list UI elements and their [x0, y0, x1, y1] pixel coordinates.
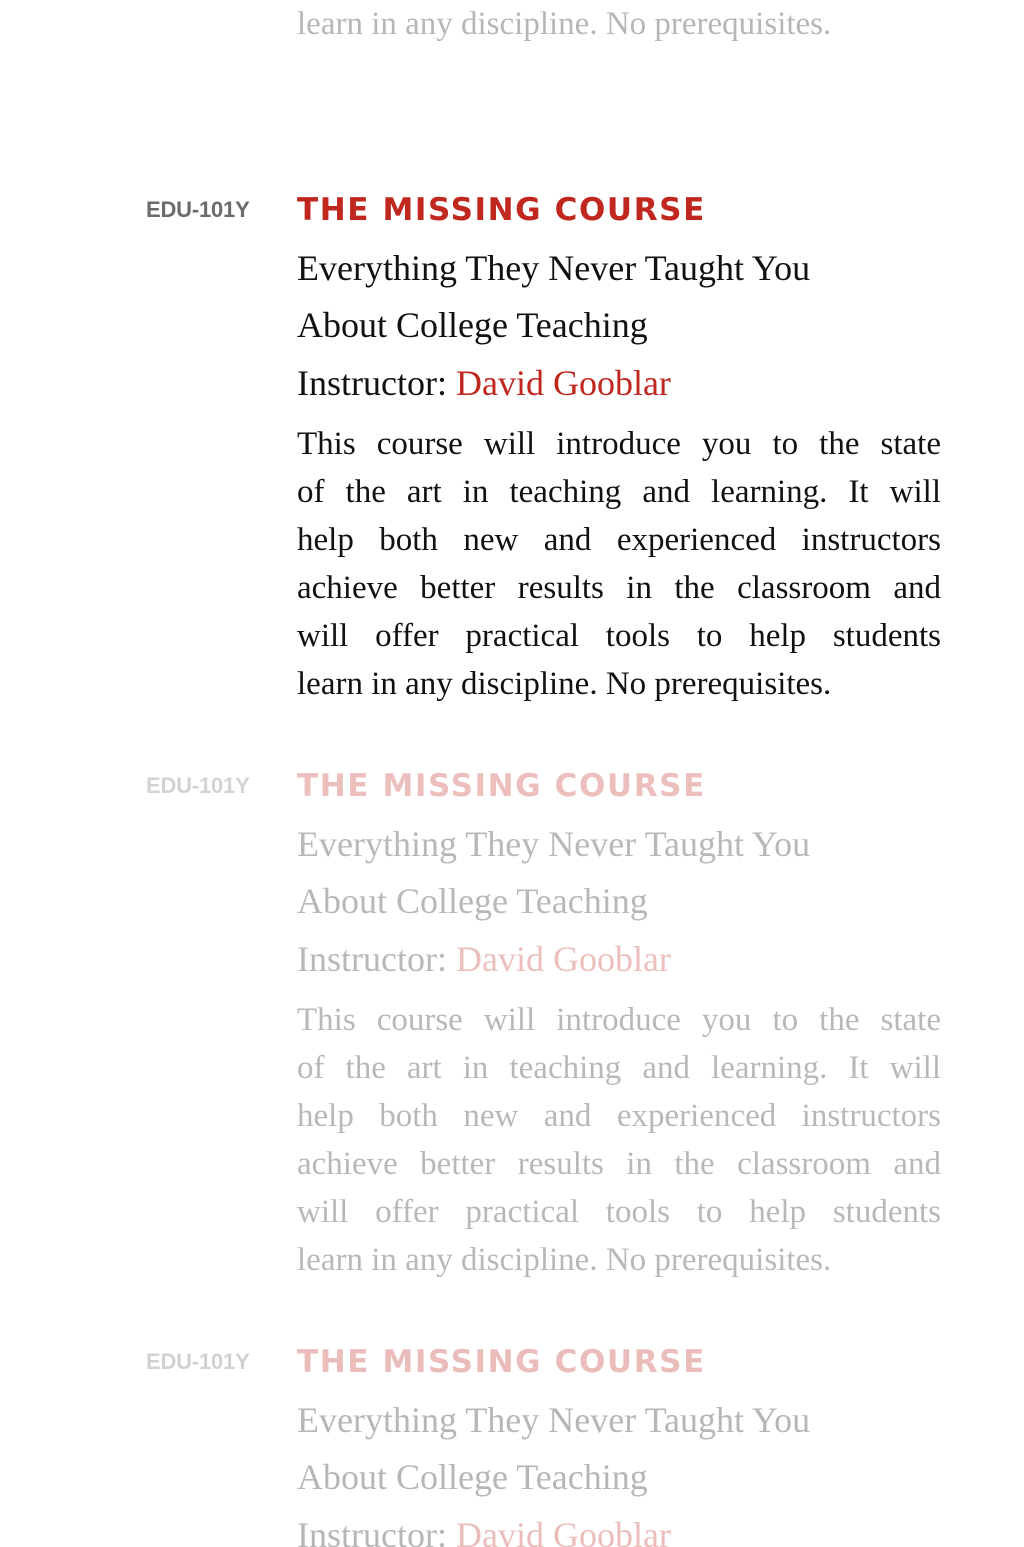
course-title: THE MISSING COURSE	[297, 192, 706, 228]
instructor-name-link[interactable]: David Gooblar	[455, 939, 671, 979]
course-subtitle-line-2: About College Teaching	[297, 881, 648, 921]
description-line: This course will introduce you to the state	[297, 1002, 941, 1038]
instructor-label: Instructor:	[297, 363, 447, 403]
description-line: help both new and experienced instructors	[297, 522, 941, 558]
course-subtitle-line-2: About College Teaching	[297, 1457, 648, 1497]
course-code: EDU-101Y	[146, 773, 250, 798]
course-subtitle-line-1: Everything They Never Taught You	[297, 1400, 811, 1440]
description-line: of the art in teaching and learning. It will	[297, 1050, 941, 1086]
description-line: achieve better results in the classroom and	[297, 570, 941, 606]
instructor-label: Instructor:	[297, 1515, 447, 1547]
instructor-name-link[interactable]: David Gooblar	[455, 1515, 671, 1547]
course-subtitle-line-1: Everything They Never Taught You	[297, 824, 811, 864]
description-line: learn in any discipline. No prerequisites.	[297, 666, 832, 702]
instructor-name-link[interactable]: David Gooblar	[455, 363, 671, 403]
description-line: achieve better results in the classroom and	[297, 1146, 941, 1182]
course-code: EDU-101Y	[146, 1349, 250, 1374]
course-description	[297, 0, 941, 48]
description-line: This course will introduce you to the state	[297, 426, 941, 462]
description-line: learn in any discipline. No prerequisites.	[297, 6, 832, 42]
course-subtitle-line-2: About College Teaching	[297, 305, 648, 345]
course-instructor	[297, 938, 671, 980]
course-description	[297, 996, 941, 1284]
course-code: EDU-101Y	[146, 197, 250, 222]
course-description	[297, 420, 941, 708]
course-title: THE MISSING COURSE	[297, 1344, 706, 1380]
course-instructor	[297, 362, 671, 404]
description-line: help both new and experienced instructors	[297, 1098, 941, 1134]
course-title: THE MISSING COURSE	[297, 768, 706, 804]
description-line: learn in any discipline. No prerequisites.	[297, 1242, 832, 1278]
course-instructor	[297, 1514, 671, 1547]
description-line: will offer practical tools to help students	[297, 1194, 941, 1230]
course-subtitle-line-1: Everything They Never Taught You	[297, 248, 811, 288]
description-line: of the art in teaching and learning. It will	[297, 474, 941, 510]
description-line: will offer practical tools to help students	[297, 618, 941, 654]
instructor-label: Instructor:	[297, 939, 447, 979]
